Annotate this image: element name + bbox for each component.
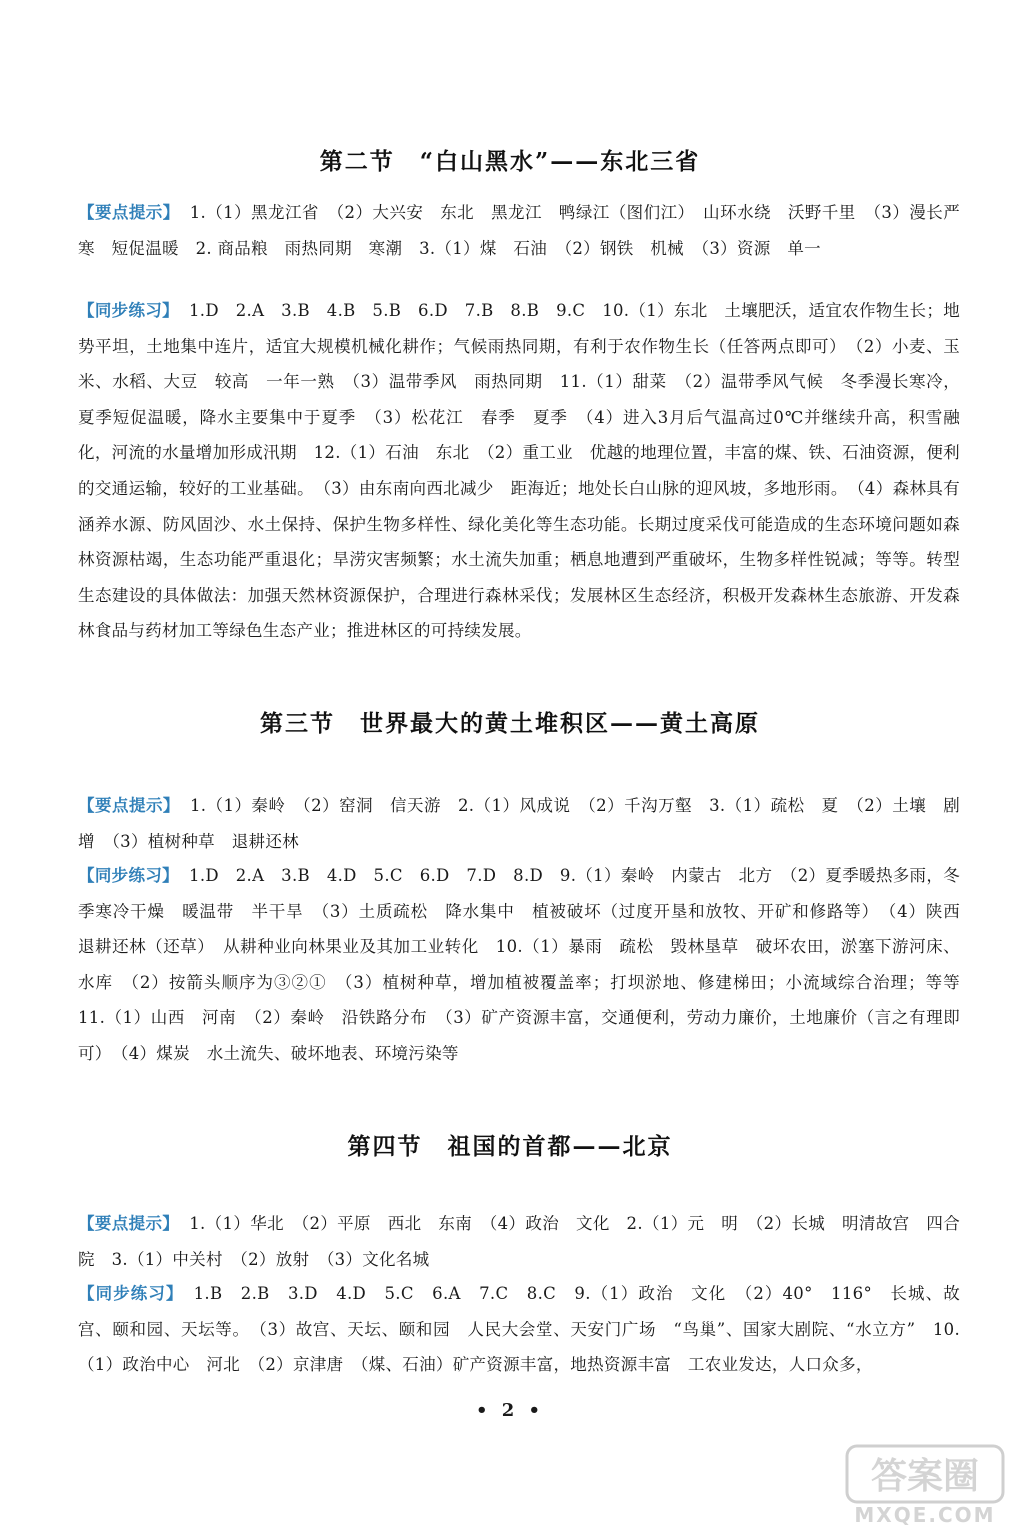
watermark-text: 答案圈 — [870, 1456, 980, 1497]
practice-beijing — [78, 1276, 960, 1383]
practice-northeast — [78, 293, 960, 649]
practice-text: 1.D 2.A 3.B 4.B 5.B 6.D 7.B 8.B 9.C 10.（1）东北 土壤肥沃，适宜农作物生长；地势平坦，土地集中连片，适宜大规模机械化耕作；气候雨热同期，有利于农作物生长（任答两点即可） （2）小麦、玉米、水稻、大豆 较高 一年一熟 （3）温带季风 雨热同期 11.（1）甜菜 （2）温带季风气候 冬季漫长寒冷，夏季短促温暖，降水主要集中于夏季 （3）松花江 春季 夏季 （4）进入3月后气温高过0℃并继续升高，积雪融化，河流的水量增加形成汛期 12.（1）石油 东北 （2）重工业 优越的地理位置，丰富的煤、铁、石油资源，便利的交通运输，较好的工业基础。 （3）由东南向西北减少 距海近；地处长白山脉的迎风坡，多地形雨。 （4）森林具有涵养水源、防风固沙、水土保持、保护生物多样性、绿化美化等生态功能。长期过度采伐可能造成的生态环境问题如森林资源枯竭，生态功能严重退化；旱涝灾害频繁；水土流失加重；栖息地遭到严重破坏，生物多样性锐减；等等。转型生态建设的具体做法：加强天然林资源保护，合理进行森林采伐；发展林区生态经济，积极开发森林生态旅游、开发森林食品与药材加工等绿色生态产业；推进林区的可持续发展。 — [78, 301, 960, 641]
key-points-text: 1.（1）华北 （2）平原 西北 东南 （4）政治 文化 2.（1）元 明 （2）长城 明清故宫 四合院 3.（1）中关村 （2）放射 （3）文化名城 — [78, 1214, 960, 1269]
section-title-northeast: 第二节 “白山黑水”——东北三省 — [319, 148, 701, 175]
practice-text: 1.B 2.B 3.D 4.D 5.C 6.A 7.C 8.C 9.（1）政治 文化 （2）40° 116° 长城、故宫、颐和园、天坛等。 （3）故宫、天坛、颐和园 人民大会堂、天安门广场 “鸟巢”、国家大剧院、“水立方” 10.（1）政治中心 河北 （2）京津唐 （煤、石油）矿产资源丰富，地热资源丰富 工农业发达，人口众多， — [78, 1284, 960, 1375]
key-points-beijing — [78, 1206, 960, 1277]
key-points-tag: 【要点提示】 — [78, 796, 180, 815]
practice-tag: 【同步练习】 — [78, 866, 180, 885]
practice-tag: 【同步练习】 — [78, 301, 179, 320]
page-number: • 2 • — [475, 1400, 545, 1421]
practice-text: 1.D 2.A 3.B 4.D 5.C 6.D 7.D 8.D 9.（1）秦岭 内蒙古 北方 （2）夏季暖热多雨，冬季寒冷干燥 暖温带 半干旱 （3）土质疏松 降水集中 植被破坏（过度开垦和放牧、开矿和修路等） （4）陕西 退耕还林（还草） 从耕种业向林果业及其加工业转化 10.（1）暴雨 疏松 毁林垦草 破坏农田，淤塞下游河床、水库 （2）按箭头顺序为③②① （3）植树种草，增加植被覆盖率；打坝淤地、修建梯田；小流域综合治理；等等 11.（1）山西 河南 （2）秦岭 沿铁路分布 （3）矿产资源丰富，交通便利，劳动力廉价，土地廉价（言之有理即可） （4）煤炭 水土流失、破坏地表、环境污染等 — [78, 866, 977, 1063]
key-points-text: 1.（1）秦岭 （2）窑洞 信天游 2.（1）风成说 （2）千沟万壑 3.（1）疏松 夏 （2）土壤 剧增 （3）植树种草 退耕还林 — [78, 796, 960, 851]
key-points-tag: 【要点提示】 — [78, 1214, 180, 1233]
section-title-beijing: 第四节 祖国的首都——北京 — [347, 1133, 673, 1160]
key-points-tag: 【要点提示】 — [78, 203, 180, 222]
key-points-loess — [78, 788, 960, 859]
key-points-text: 1.（1）黑龙江省 （2）大兴安 东北 黑龙江 鸭绿江（图们江） 山环水绕 沃野千里 （3）漫长严寒 短促温暖 2. 商品粮 雨热同期 寒潮 3.（1）煤 石油 （2）钢铁 机械 （3）资源 单一 — [78, 203, 960, 258]
practice-tag: 【同步练习】 — [78, 1284, 184, 1303]
section-title-loess-plateau: 第三节 世界最大的黄土堆积区——黄土高原 — [260, 710, 760, 737]
watermark-url: MXQE.COM — [854, 1503, 996, 1527]
practice-loess — [78, 858, 977, 1072]
key-points-northeast — [78, 195, 960, 266]
watermark-logo — [843, 1442, 1008, 1528]
